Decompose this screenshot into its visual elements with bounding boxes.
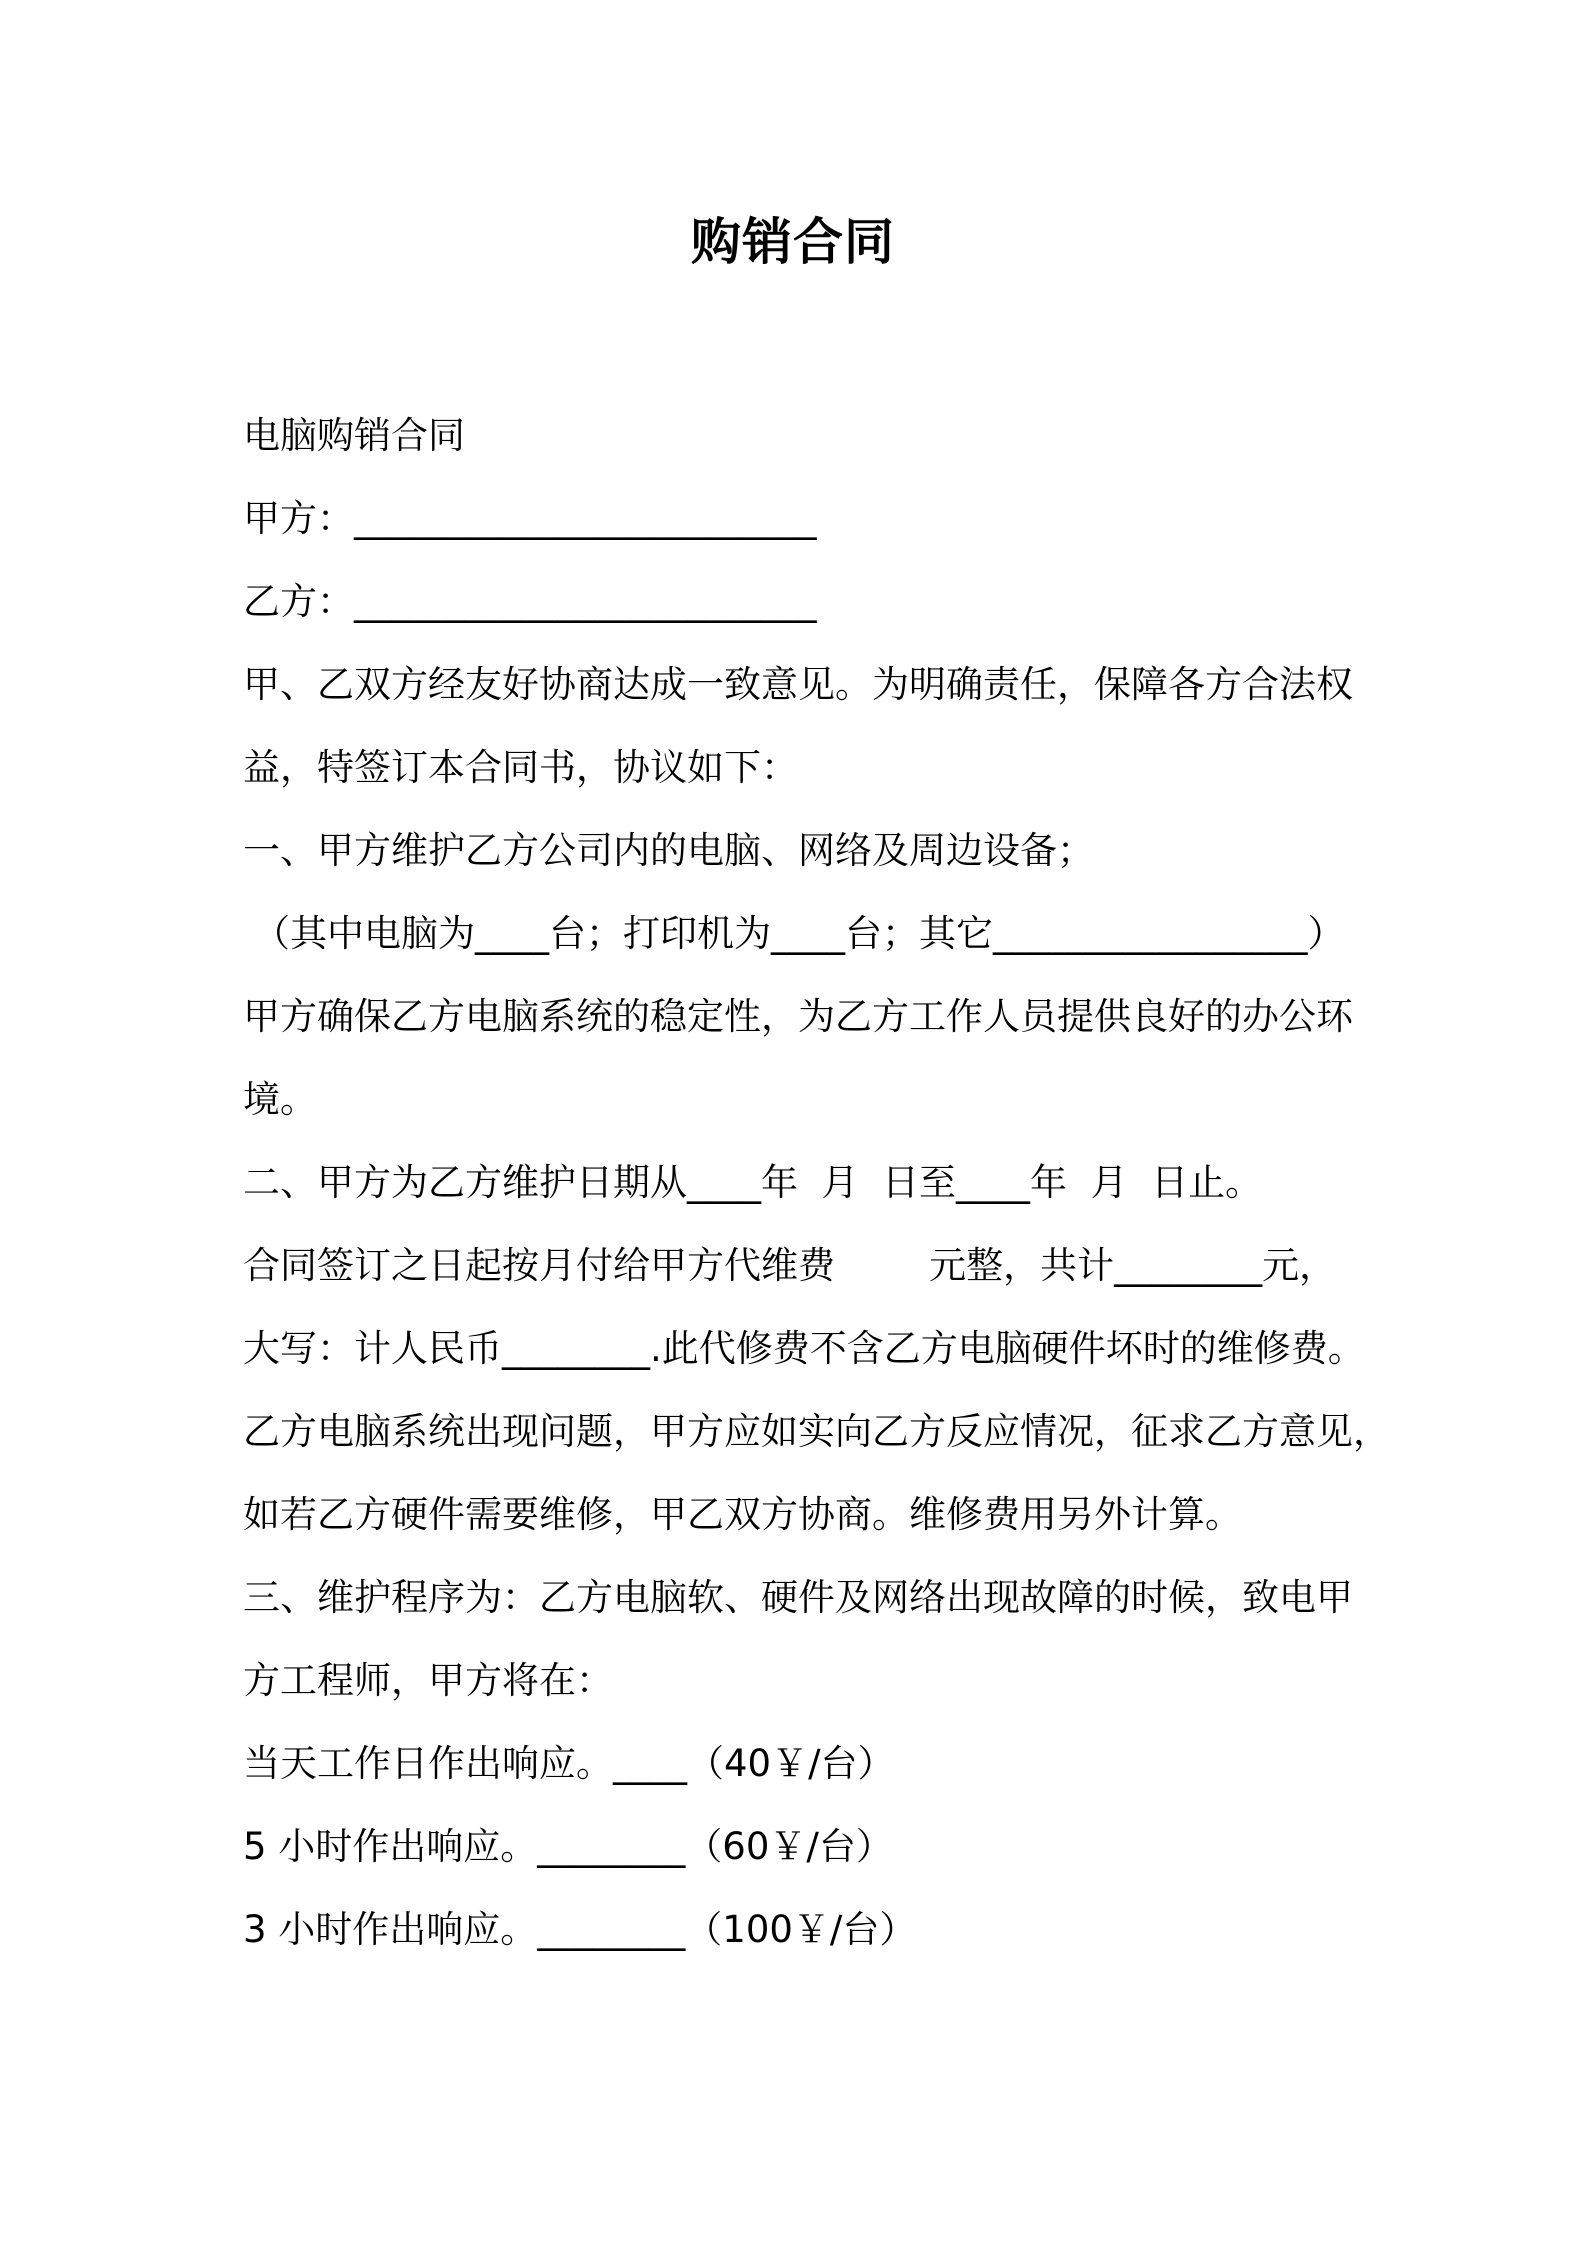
response-option-5-hours: 5 小时作出响应。________（60￥/台） <box>243 1825 893 1868</box>
intro-line-2: 益，特签订本合同书，协议如下： <box>243 746 798 789</box>
fee-line-1: 合同签订之日起按月付给甲方代维费 元整，共计________元， <box>243 1244 1337 1287</box>
problem-line-2: 如若乙方硬件需要维修，甲乙双方协商。维修费用另外计算。 <box>243 1493 1242 1536</box>
problem-line-1: 乙方电脑系统出现问题，甲方应如实向乙方反应情况，征求乙方意见， <box>243 1410 1390 1453</box>
subtitle-line: 电脑购销合同 <box>243 414 465 457</box>
clause-2-line: 二、甲方为乙方维护日期从____年 月 日至____年 月 日止。 <box>243 1161 1263 1204</box>
party-a-line: 甲方：_________________________ <box>243 497 817 540</box>
fee-line-2: 大写：计人民币________.此代修费不含乙方电脑硬件坏时的维修费。 <box>243 1327 1365 1370</box>
stability-line-2: 境。 <box>243 1078 317 1121</box>
intro-line-1: 甲、乙双方经友好协商达成一致意见。为明确责任，保障各方合法权 <box>243 663 1353 706</box>
response-option-3-hours: 3 小时作出响应。________（100￥/台） <box>243 1908 917 1951</box>
clause-3-line-1: 三、维护程序为：乙方电脑软、硬件及网络出现故障的时候，致电甲 <box>243 1576 1353 1619</box>
party-b-line: 乙方：_________________________ <box>243 580 817 623</box>
equipment-count-line: （其中电脑为____台；打印机为____台；其它_________________） <box>253 912 1345 955</box>
stability-line-1: 甲方确保乙方电脑系统的稳定性，为乙方工作人员提供良好的办公环 <box>243 995 1353 1038</box>
document-title: 购销合同 <box>691 213 895 271</box>
response-option-same-day: 当天工作日作出响应。____（40￥/台） <box>243 1742 895 1785</box>
clause-1-line: 一、甲方维护乙方公司内的电脑、网络及周边设备； <box>243 829 1094 872</box>
clause-3-line-2: 方工程师，甲方将在： <box>243 1659 613 1702</box>
